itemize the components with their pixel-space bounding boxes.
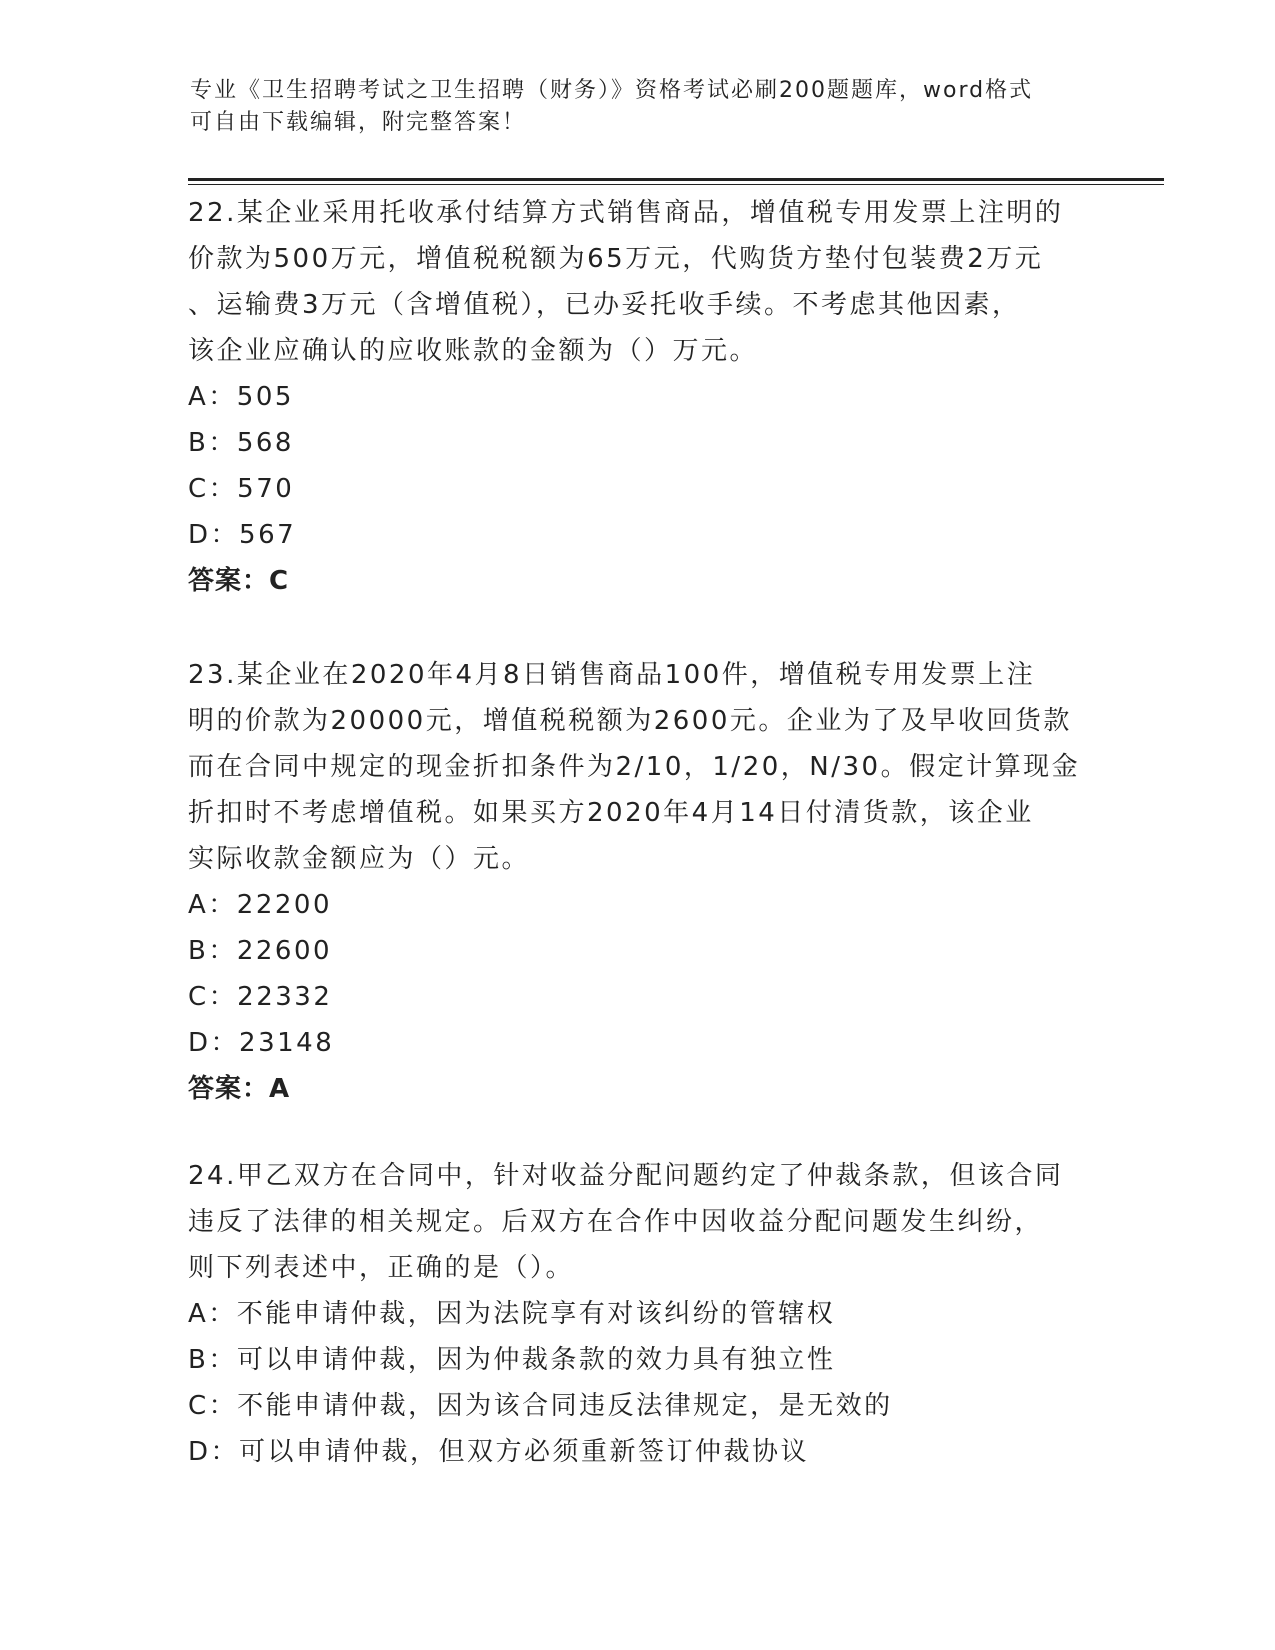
question-stem-line: 则下列表述中，正确的是（）。	[188, 1253, 575, 1283]
header-divider-thick	[188, 178, 1164, 181]
option-b: B：22600	[188, 936, 333, 966]
option-d: D：567	[188, 520, 297, 550]
question-24	[188, 1153, 1088, 1475]
header-line-2: 可自由下载编辑，附完整答案！	[190, 110, 527, 135]
question-stem-line: 24.甲乙双方在合同中，针对收益分配问题约定了仲裁条款，但该合同	[188, 1161, 1064, 1191]
option-b: B：568	[188, 428, 294, 458]
option-a: A：不能申请仲裁，因为法院享有对该纠纷的管辖权	[188, 1299, 836, 1329]
question-23	[188, 652, 1088, 1112]
question-22	[188, 190, 1088, 604]
option-a: A：505	[188, 382, 294, 412]
option-a: A：22200	[188, 890, 332, 920]
question-stem-line: 、运输费3万元（含增值税），已办妥托收手续。不考虑其他因素，	[188, 290, 1021, 320]
question-stem-line: 价款为500万元，增值税税额为65万元，代购货方垫付包装费2万元	[188, 244, 1044, 274]
question-stem-line: 该企业应确认的应收账款的金额为（）万元。	[188, 336, 759, 366]
option-b: B：可以申请仲裁，因为仲裁条款的效力具有独立性	[188, 1345, 836, 1375]
question-stem-line: 而在合同中规定的现金折扣条件为2/10，1/20，N/30。假定计算现金	[188, 752, 1081, 782]
option-d: D：23148	[188, 1028, 335, 1058]
question-stem-line: 明的价款为20000元，增值税税额为2600元。企业为了及早收回货款	[188, 706, 1072, 736]
header-line-1: 专业《卫生招聘考试之卫生招聘（财务）》资格考试必刷200题题库，word格式	[190, 78, 1034, 103]
question-stem-line: 22.某企业采用托收承付结算方式销售商品，增值税专用发票上注明的	[188, 198, 1064, 228]
header-divider-thin	[188, 184, 1164, 185]
answer-key: 答案：A	[188, 1074, 291, 1104]
document-header	[190, 75, 1070, 139]
question-stem-line: 违反了法律的相关规定。后双方在合作中因收益分配问题发生纠纷，	[188, 1207, 1044, 1237]
question-stem-line: 23.某企业在2020年4月8日销售商品100件，增值税专用发票上注	[188, 660, 1036, 690]
option-c: C：22332	[188, 982, 333, 1012]
option-d: D：可以申请仲裁，但双方必须重新签订仲裁协议	[188, 1437, 810, 1467]
option-c: C：570	[188, 474, 295, 504]
option-c: C：不能申请仲裁，因为该合同违反法律规定，是无效的	[188, 1391, 893, 1421]
question-stem-line: 实际收款金额应为（）元。	[188, 844, 531, 874]
question-stem-line: 折扣时不考虑增值税。如果买方2020年4月14日付清货款，该企业	[188, 798, 1034, 828]
answer-key: 答案：C	[188, 566, 290, 596]
